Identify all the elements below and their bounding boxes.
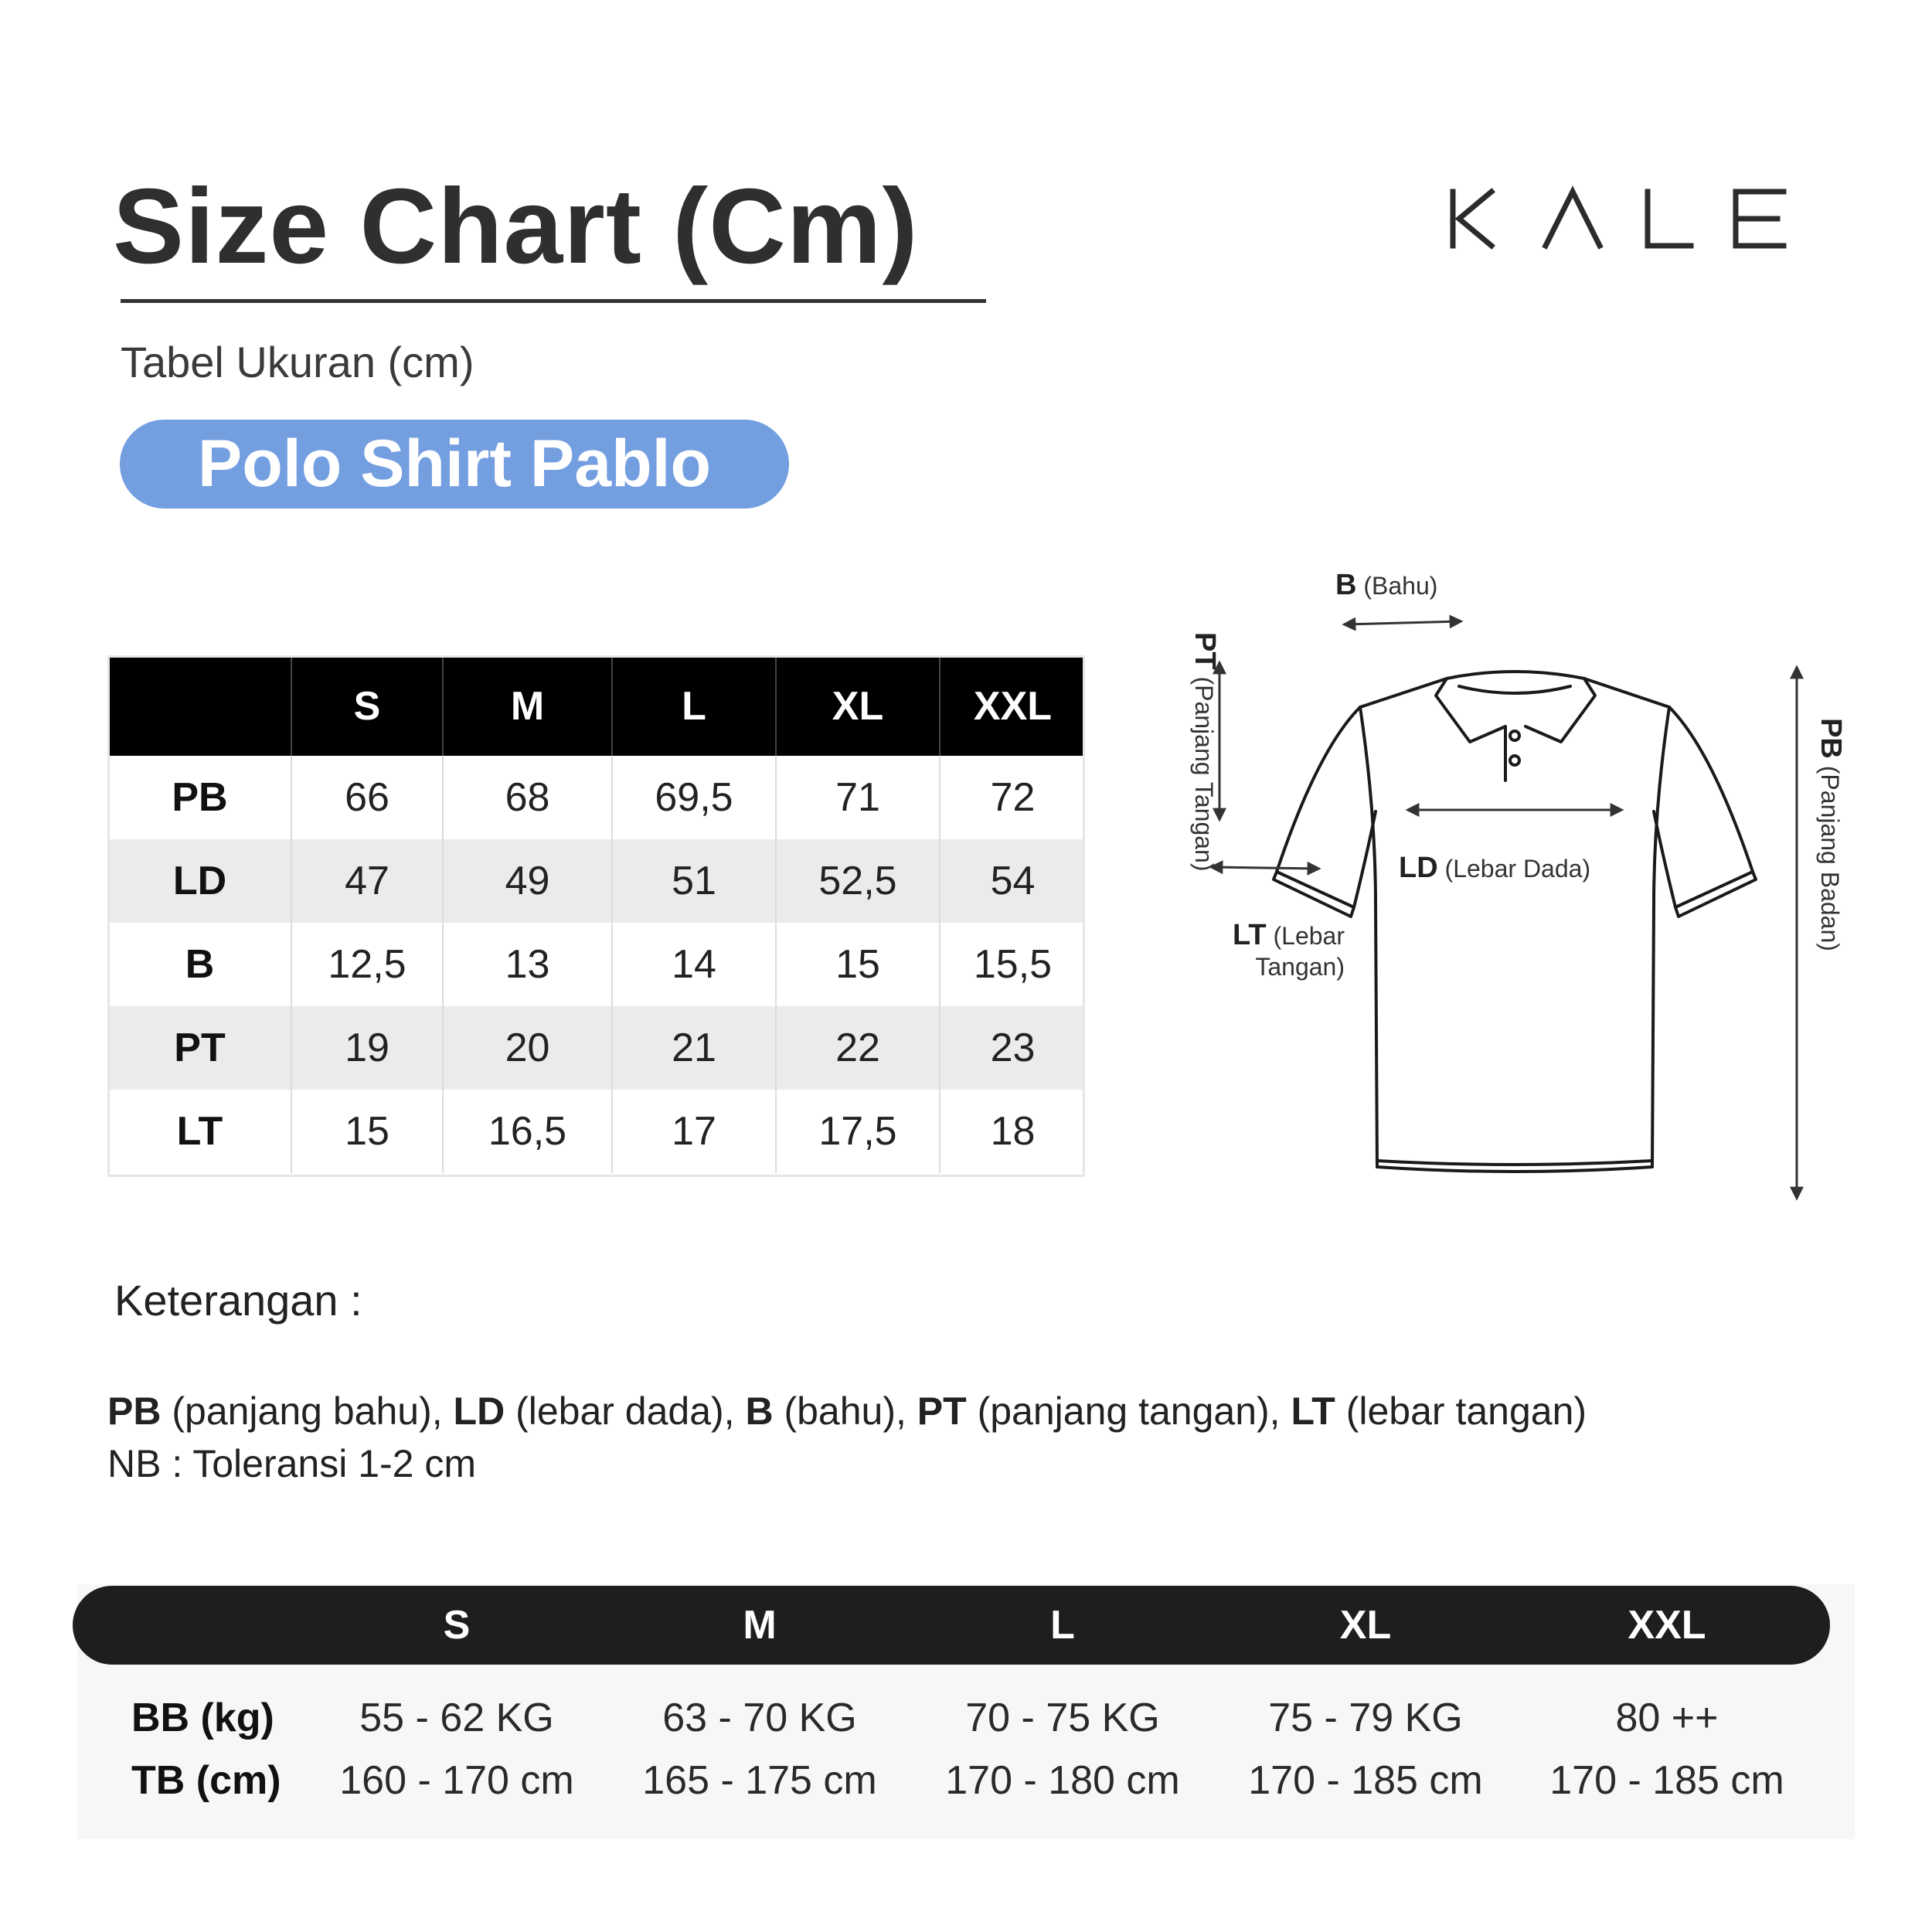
- size-table-header-row: [109, 657, 1085, 756]
- label-text: (Panjang Badan): [1816, 765, 1844, 951]
- size-column-header: XL: [776, 657, 940, 756]
- table-cell: 15: [776, 923, 940, 1006]
- table-cell: 71: [776, 756, 940, 839]
- label-abbr: PB: [1815, 718, 1847, 759]
- legend-desc: (panjang bahu),: [161, 1389, 454, 1433]
- weight-range: 55 - 62 KG: [359, 1696, 554, 1740]
- table-cell: 72: [990, 775, 1036, 820]
- weight-range: 63 - 70 KG: [662, 1696, 857, 1740]
- weight-label: BB (kg): [131, 1696, 274, 1740]
- label-text: (Lebar Dada): [1444, 855, 1591, 883]
- legend-abbr: PB: [107, 1389, 162, 1433]
- label-panjang-badan: [1814, 703, 1847, 966]
- label-text: (Panjang Tangan): [1190, 676, 1218, 872]
- legend-abbr: PT: [917, 1389, 967, 1433]
- legend-desc: (panjang tangan),: [966, 1389, 1291, 1433]
- legend-desc: (lebar dada),: [505, 1389, 746, 1433]
- table-cell: 69,5: [612, 756, 776, 839]
- height-range: 170 - 185 cm: [1248, 1758, 1483, 1803]
- row-label: PB: [109, 756, 291, 839]
- weight-range: 70 - 75 KG: [965, 1696, 1160, 1740]
- shirt-measurement-diagram: [1144, 556, 1878, 1252]
- label-text: (Lebar: [1273, 922, 1345, 950]
- legend-abbr: LD: [453, 1389, 505, 1433]
- table-cell: 20: [443, 1006, 612, 1090]
- table-cell: 17,5: [776, 1090, 940, 1173]
- label-lebar-tangan: [1229, 920, 1345, 982]
- table-cell: 14: [612, 923, 776, 1006]
- table-row: [109, 923, 1085, 1006]
- height-range: 170 - 180 cm: [945, 1758, 1180, 1803]
- abbreviation-legend: [107, 1389, 1587, 1434]
- size-table-corner-cell: [109, 657, 291, 756]
- table-row: [109, 839, 1085, 923]
- weight-range: 80 ++: [1615, 1696, 1719, 1740]
- brand-logo: [1445, 185, 1793, 255]
- table-cell: 22: [776, 1006, 940, 1090]
- table-cell: 19: [291, 1006, 443, 1090]
- fit-size-header: L: [1050, 1603, 1075, 1648]
- table-row: [109, 1090, 1085, 1173]
- table-cell: 13: [443, 923, 612, 1006]
- polo-shirt-icon: [1144, 556, 1878, 1252]
- fit-size-header: S: [443, 1603, 471, 1648]
- table-row: [109, 1006, 1085, 1090]
- row-label: B: [109, 923, 291, 1006]
- table-cell: 18: [990, 1109, 1036, 1154]
- fit-size-header: XL: [1339, 1603, 1392, 1648]
- size-column-header: L: [612, 657, 776, 756]
- table-cell: 21: [612, 1006, 776, 1090]
- height-range: 160 - 170 cm: [339, 1758, 574, 1803]
- product-name: Polo Shirt Pablo: [197, 427, 712, 501]
- height-range: 170 - 185 cm: [1549, 1758, 1784, 1803]
- size-column-header: M: [443, 657, 612, 756]
- table-cell: 54: [940, 839, 1085, 923]
- height-label: TB (cm): [131, 1758, 281, 1803]
- table-cell: 51: [612, 839, 776, 923]
- shoulder-arrow: [1345, 621, 1461, 624]
- table-cell: 12,5: [291, 923, 443, 1006]
- size-column-header: S: [291, 657, 443, 756]
- legend-abbr: LT: [1291, 1389, 1335, 1433]
- size-table: [109, 657, 1085, 1173]
- label-abbr: LT: [1233, 919, 1267, 951]
- row-label: PT: [109, 1006, 291, 1090]
- page-title: Size Chart (Cm): [113, 167, 919, 286]
- label-panjang-tangan: [1188, 632, 1221, 872]
- label-lebar-dada: [1399, 852, 1590, 885]
- notes-heading: Keterangan :: [114, 1276, 362, 1325]
- label-abbr: LD: [1399, 852, 1438, 884]
- table-row: [109, 756, 1085, 839]
- table-cell: 49: [443, 839, 612, 923]
- product-badge: [120, 420, 789, 509]
- title-divider: [121, 299, 986, 303]
- label-text: Tangan): [1255, 953, 1345, 981]
- size-column-header: XXL: [940, 657, 1085, 756]
- table-cell: 66: [291, 756, 443, 839]
- label-abbr: B: [1335, 569, 1357, 601]
- table-cell: 52,5: [776, 839, 940, 923]
- label-bahu: [1335, 569, 1437, 602]
- fit-size-header: XXL: [1628, 1603, 1706, 1648]
- page-subtitle: Tabel Ukuran (cm): [121, 338, 474, 386]
- label-abbr: PT: [1189, 632, 1221, 670]
- table-cell: 15: [291, 1090, 443, 1173]
- legend-desc: (lebar tangan): [1335, 1389, 1587, 1433]
- table-cell: 47: [291, 839, 443, 923]
- label-text: (Bahu): [1363, 572, 1438, 600]
- fit-size-header: M: [743, 1603, 777, 1648]
- table-cell: 17: [612, 1090, 776, 1173]
- weight-range: 75 - 79 KG: [1268, 1696, 1463, 1740]
- table-cell: 23: [940, 1006, 1085, 1090]
- legend-abbr: B: [745, 1389, 774, 1433]
- table-cell: 15,5: [973, 942, 1053, 987]
- tolerance-note: NB : Toleransi 1-2 cm: [107, 1442, 477, 1485]
- row-label: LT: [109, 1090, 291, 1173]
- height-range: 165 - 175 cm: [642, 1758, 877, 1803]
- table-cell: 16,5: [443, 1090, 612, 1173]
- table-cell: 68: [443, 756, 612, 839]
- row-label: LD: [109, 839, 291, 923]
- legend-desc: (bahu),: [773, 1389, 917, 1433]
- sleeve-width-arrow: [1212, 867, 1318, 869]
